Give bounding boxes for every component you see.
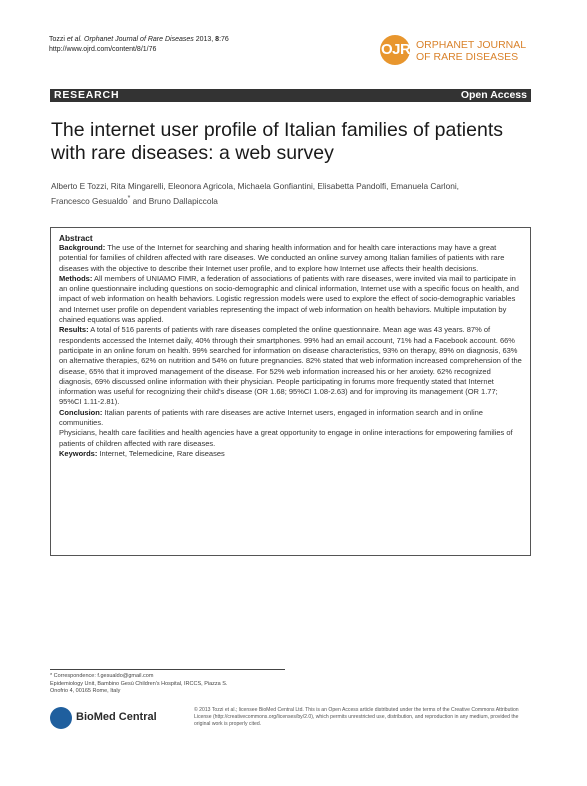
abstract-keywords: Keywords: Internet, Telemedicine, Rare diseases xyxy=(59,448,225,458)
abstract-heading: Abstract xyxy=(59,233,93,243)
journal-logo: OJRD ORPHANET JOURNAL OF RARE DISEASES xyxy=(380,35,540,69)
abstract-conclusion: Conclusion: Italian parents of patients with rare diseases are active Internet users, engaged in information search and in online communities. xyxy=(59,407,483,428)
open-access-label: Open Access xyxy=(460,89,527,101)
article-title: The internet user profile of Italian families of patients with rare diseases: a web survey xyxy=(51,119,503,164)
journal-name: ORPHANET JOURNAL OF RARE DISEASES xyxy=(416,39,527,63)
article-type-banner xyxy=(50,89,531,102)
bmc-logo-icon xyxy=(50,707,72,729)
abstract-box xyxy=(50,227,531,556)
running-header xyxy=(49,35,229,54)
abstract-methods: Methods: All members of UNIAMO FIMR, a federation of associations of patients with rare diseases, were invited via mail to participate in an online questionnaire including questions on socio-demographic and clinical information, Internet use with a specific focus on health, and impact of web information on health behaviors. Logistic regression models were used to explore the effect of socio-demographic variables and Internet user profile on dependent variables representing the impact of web information on health behaviors. Multiple imputation by chained equations was applied. xyxy=(59,273,519,325)
article-url[interactable]: http://www.ojrd.com/content/8/1/76 xyxy=(49,45,157,53)
author-list: Alberto E Tozzi, Rita Mingarelli, Eleonora Agricola, Michaela Gonfiantini, Elisabetta Pandolfi, Emanuela Carloni, Francesco Gesualdo* and Bruno Dallapiccola xyxy=(51,181,459,206)
correspondence[interactable]: * Correspondence: f.gesualdo@gmail.com xyxy=(50,673,154,679)
abstract-results: Results: A total of 516 parents of patients with rare diseases completed the online questionnaire. Mean age was 43 years. 87% of respondents accessed the Internet daily, 40% through their smartphones. 99% had an email account, 71% had a Facebook account. 66% participate in an online forum on health. 99% searched for information on disease characteristics, 93% on therapy, 89% on diagnosis, 63% on alternative therapies, 62% on nutrition and 54% on future pregnancies. 82% stated that web information increased comprehension of the disease, 65% that it improved management of the disease. For 52% web information increased his or her anxiety. 62% recognized diagnosis, 69% discussed online information with their physician. People participating in forums more frequently stated that Internet information was useful for recognizing their child's disease (OR 1.68; 95%CI 1.08-2.63) and for improving its management (OR 1.77; 95%CI 1.11-2.81). xyxy=(59,325,522,407)
abstract-background: Background: The use of the Internet for searching and sharing health information and for health care interactions may have a great potential for families of children affected with rare diseases. We conducted an online survey among Italian families of patients with rare diseases with the objective to describe their Internet user profile, and to explore how Internet use affects their health decisions. xyxy=(59,243,505,273)
abstract-conclusion-2: Physicians, health care facilities and health agencies have a great opportunity to engage in online interactions for empowering families of patients of children affected with rare diseases. xyxy=(59,428,513,448)
footnote-divider xyxy=(50,669,285,670)
copyright-notice: © 2013 Tozzi et al.; licensee BioMed Central Ltd. This is an Open Access article distributed under the terms of the Creative Commons Attribution License (http://creativecommons.org/licenses/by/2.0), which permits unrestricted use, distribution, and reproduction in any medium, provided the original work is properly cited. xyxy=(194,707,519,728)
article-type: RESEARCH xyxy=(54,89,120,101)
biomed-central-logo: BioMed Central xyxy=(50,707,190,735)
citation: Tozzi et al. Orphanet Journal of Rare Diseases 2013, 8:76 xyxy=(49,36,229,43)
footnotes: * Correspondence: f.gesualdo@gmail.com Epidemiology Unit, Bambino Gesù Children's Hospital, IRCCS, Piazza S. Onofrio 4, 00165 Rome, Italy xyxy=(50,673,280,696)
